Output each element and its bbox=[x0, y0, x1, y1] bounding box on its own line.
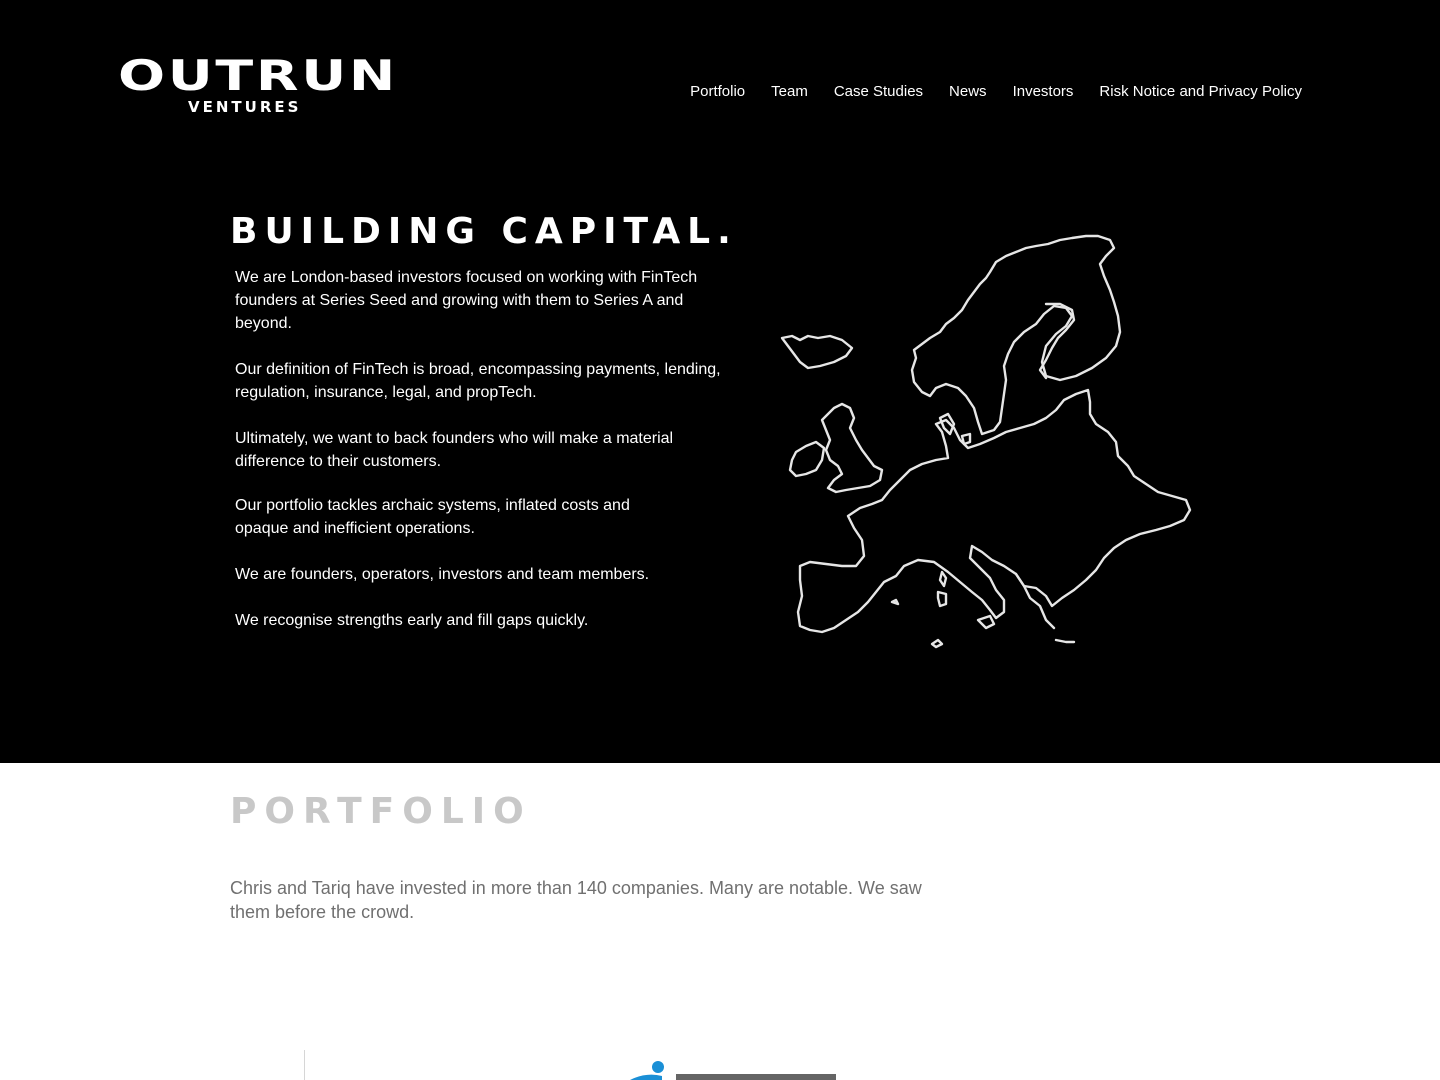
hero-paragraph-strengths: We recognise strengths early and fill gaps quickly. bbox=[235, 612, 589, 629]
nav-item-team[interactable]: Team bbox=[771, 83, 808, 100]
outrun-ventures-logo[interactable] bbox=[118, 51, 428, 118]
main-navigation bbox=[664, 82, 1302, 102]
hero-title: BUILDING CAPITAL. bbox=[230, 211, 738, 252]
hero-paragraph-mission: Ultimately, we want to back founders who will make a material difference to their customers. bbox=[235, 430, 674, 470]
nav-item-investors[interactable]: Investors bbox=[1012, 83, 1074, 100]
hero-paragraph-portfolio: Our portfolio tackles archaic systems, inflated costs and opaque and inefficient operations. bbox=[235, 497, 630, 537]
nav-item-portfolio[interactable]: Portfolio bbox=[690, 83, 746, 100]
nav-item-risk-notice[interactable]: Risk Notice and Privacy Policy bbox=[1099, 83, 1302, 100]
portfolio-company-logo-2[interactable] bbox=[1010, 1072, 1110, 1080]
hero-paragraph-intro: We are London-based investors focused on working with FinTech founders at Series Seed and growing with them to Series A and beyond. bbox=[235, 269, 698, 332]
nav-item-news[interactable]: News bbox=[949, 83, 987, 100]
portfolio-divider bbox=[304, 1050, 305, 1080]
smart-pension-logo-icon bbox=[626, 1058, 846, 1080]
hero-paragraph-definition: Our definition of FinTech is broad, encompassing payments, lending, regulation, insurance, legal, and propTech. bbox=[235, 361, 721, 401]
europe-map-outline-icon bbox=[770, 225, 1200, 655]
portfolio-company-logo[interactable] bbox=[626, 1058, 846, 1080]
logo-subtitle: VENTURES bbox=[188, 98, 302, 116]
logo-wordmark: OUTRUN bbox=[118, 51, 398, 100]
portfolio-title: PORTFOLIO bbox=[230, 791, 532, 832]
nav-item-case-studies[interactable]: Case Studies bbox=[833, 83, 924, 100]
portfolio-description: Chris and Tariq have invested in more than 140 companies. Many are notable. We saw them before the crowd. bbox=[230, 878, 922, 922]
hero-paragraph-team: We are founders, operators, investors and team members. bbox=[235, 566, 650, 583]
